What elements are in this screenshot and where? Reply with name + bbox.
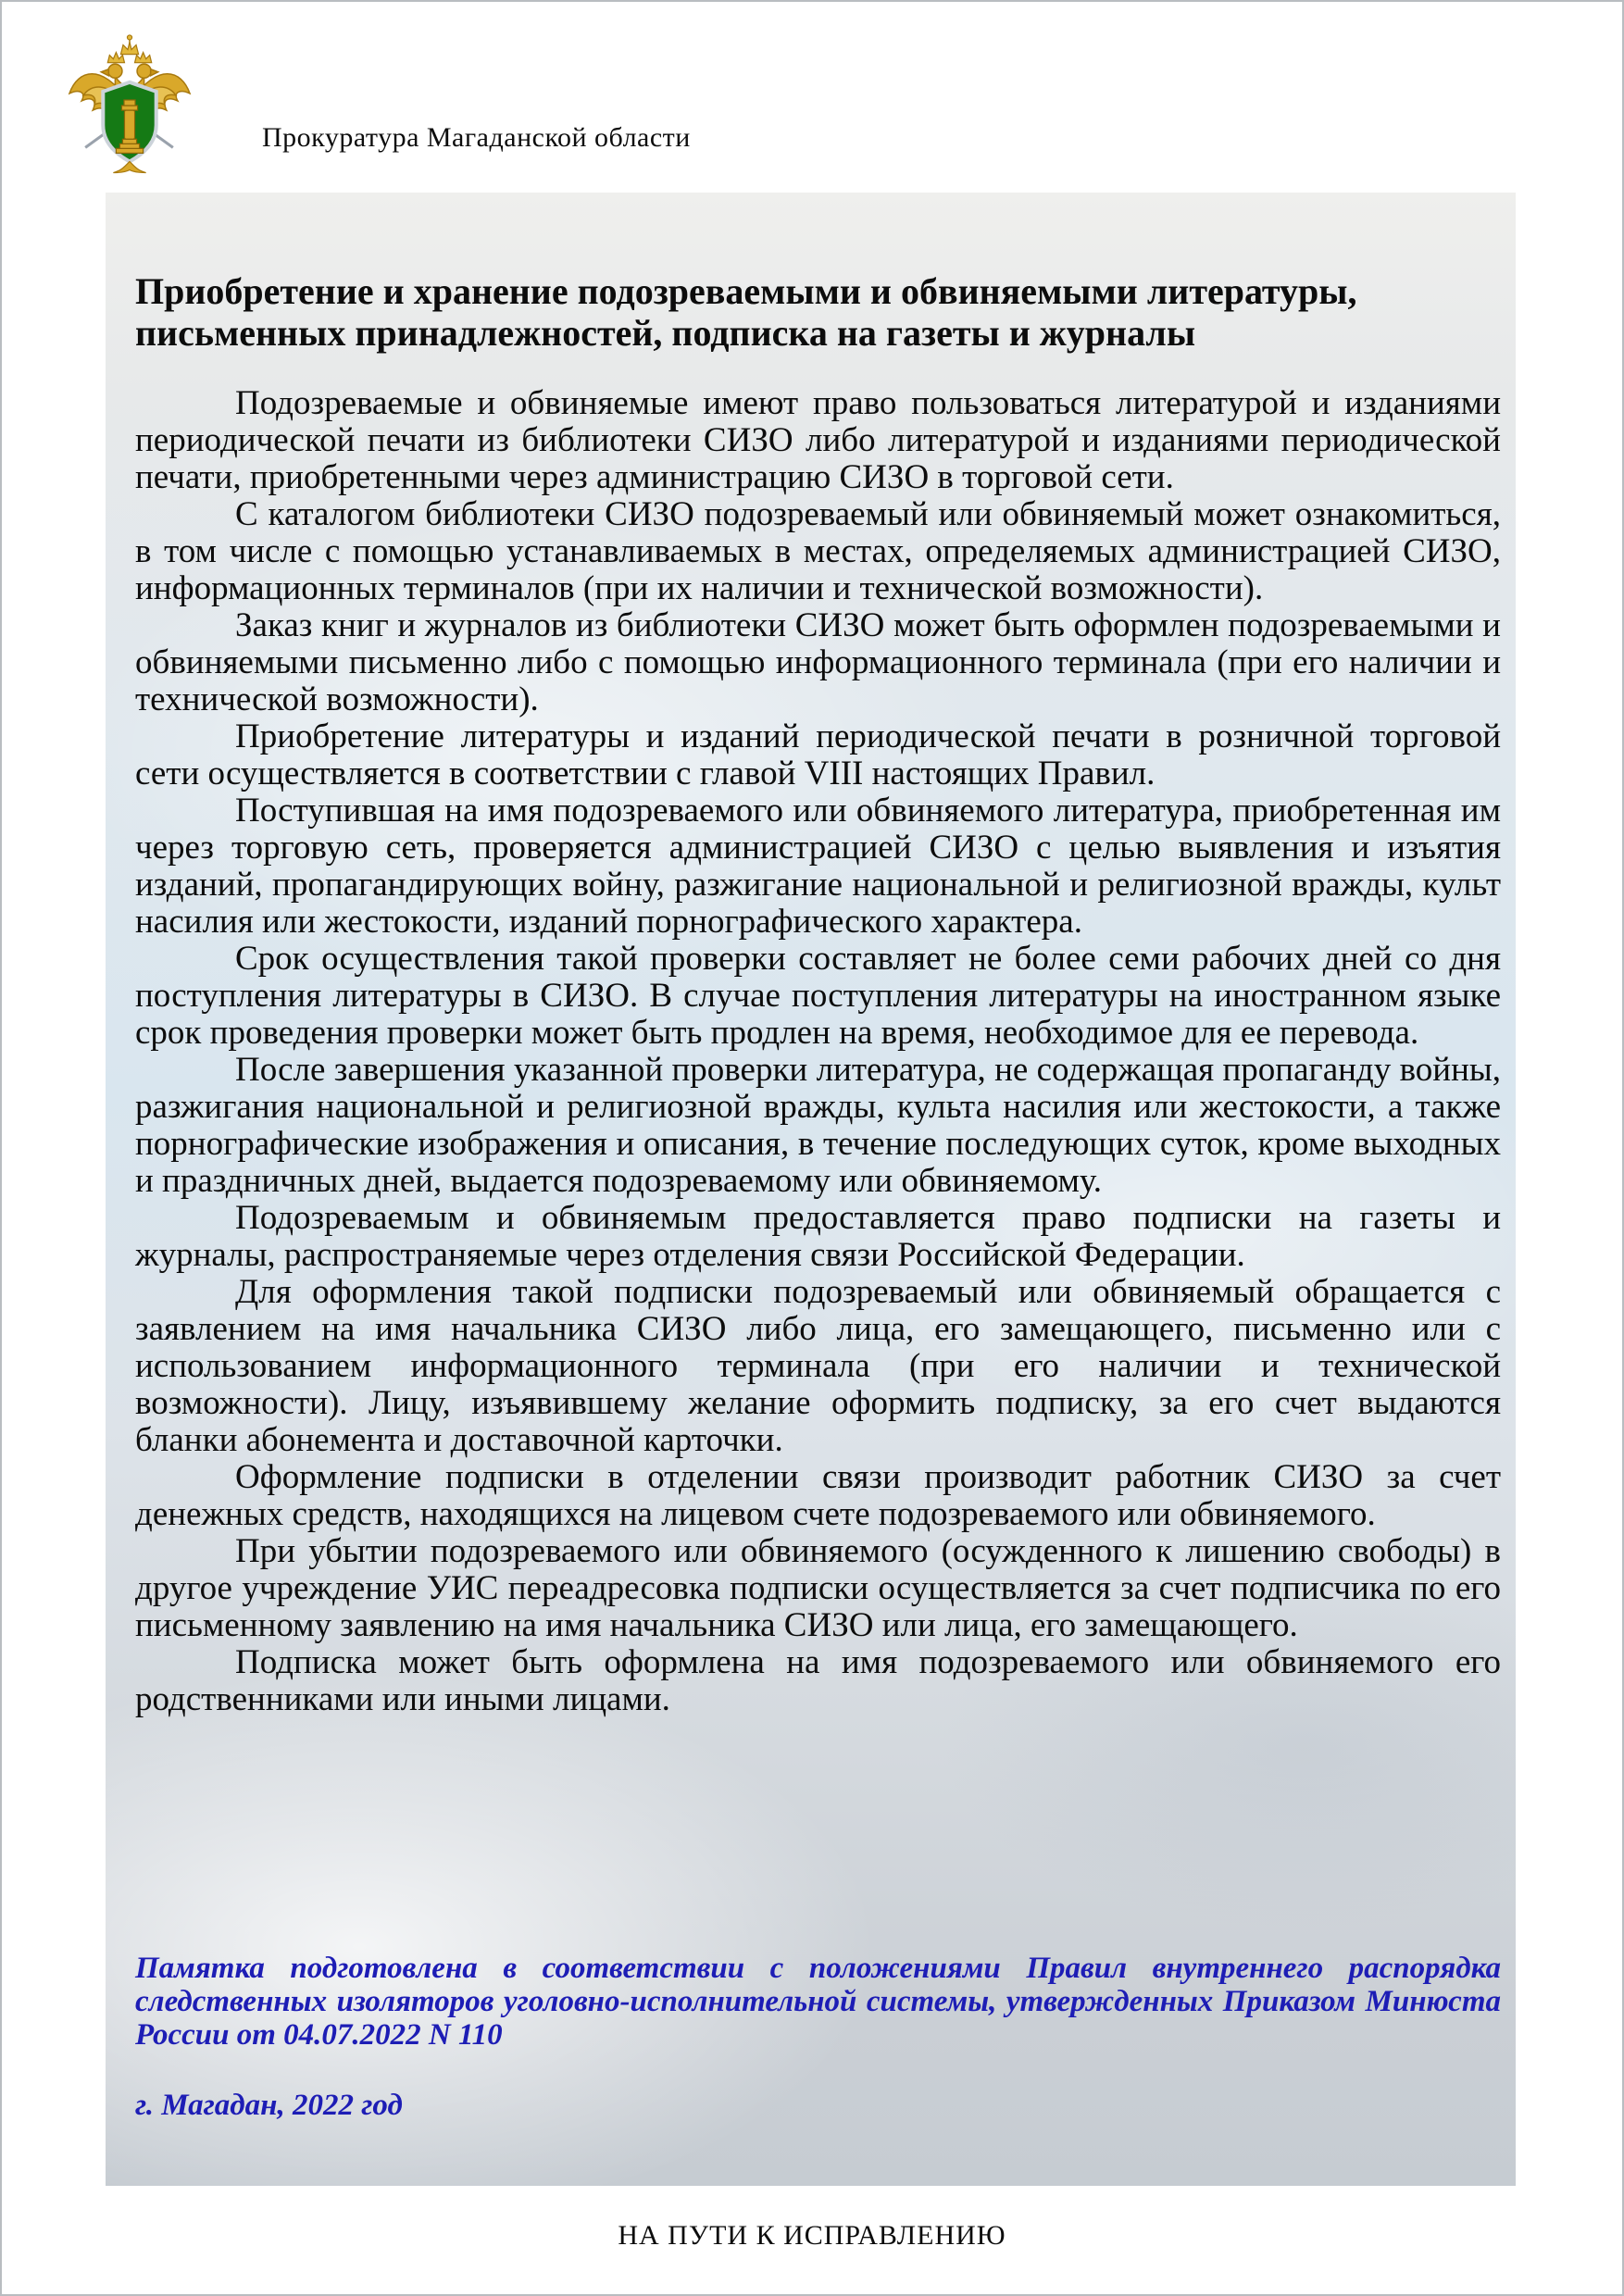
source-note: Памятка подготовлена в соответствии с положениями Правил внутреннего распорядка следственных изоляторов уголовно-исполнительной системы, утвержденных Приказом Минюста России от 04.07.2022 N 110: [135, 1952, 1501, 2052]
body-paragraph: Поступившая на имя подозреваемого или обвиняемого литература, приобретенная им через торговую сеть, проверяется администрацией СИЗО с целью выявления и изъятия изданий, пропагандирующих войну, разжигание национальной и религиозной вражды, культ насилия или жестокости, изданий порнографического характера.: [135, 792, 1501, 941]
body-paragraph: Подозреваемые и обвиняемые имеют право пользоваться литературой и изданиями периодической печати из библиотеки СИЗО либо литературой и изданиями периодической печати, приобретенными через администрацию СИЗО в торговой сети.: [135, 384, 1501, 496]
organization-name: Прокуратура Магаданской области: [262, 122, 691, 153]
body-paragraph: Для оформления такой подписки подозреваемый или обвиняемый обращается с заявлением на имя начальника СИЗО либо лица, его замещающего, письменно или с использованием информационного терминала (при его наличии и технической возможности). Лицу, изъявившему желание оформить подписку, за его счет выдаются бланки абонемента и доставочной карточки.: [135, 1273, 1501, 1459]
body-paragraph: Оформление подписки в отделении связи производит работник СИЗО за счет денежных средств, находящихся на лицевом счете подозреваемого или обвиняемого.: [135, 1458, 1501, 1533]
document-title: Приобретение и хранение подозреваемыми и обвиняемыми литературы, письменных принадлежностей, подписка на газеты и журналы: [135, 270, 1357, 354]
body-paragraph: Подписка может быть оформлена на имя подозреваемого или обвиняемого его родственниками или иными лицами.: [135, 1643, 1501, 1718]
body-paragraph: Заказ книг и журналов из библиотеки СИЗО может быть оформлен подозреваемыми и обвиняемыми письменно либо с помощью информационного терминала (при его наличии и технической возможности).: [135, 606, 1501, 718]
body-paragraph: При убытии подозреваемого или обвиняемого (осужденного к лишению свободы) в другое учреждение УИС переадресовка подписки осуществляется за счет подписчика по его письменному заявлению на имя начальника СИЗО или лица, его замещающего.: [135, 1532, 1501, 1644]
prosecutor-emblem: [67, 33, 193, 174]
body-paragraph: Срок осуществления такой проверки составляет не более семи рабочих дней со дня поступления литературы в СИЗО. В случае поступления литературы на иностранном языке срок проведения проверки может быть продлен на время, необходимое для ее перевода.: [135, 940, 1501, 1052]
body-paragraph: После завершения указанной проверки литература, не содержащая пропаганду войны, разжигания национальной и религиозной вражды, культа насилия или жестокости, а также порнографические изображения и описания, в течение последующих суток, кроме выходных и праздничных дней, выдается подозреваемому или обвиняемому.: [135, 1051, 1501, 1200]
body-paragraph: Подозреваемым и обвиняемым предоставляется право подписки на газеты и журналы, распространяемые через отделения связи Российской Федерации.: [135, 1199, 1501, 1274]
document-body-panel: [106, 193, 1516, 2186]
footer-slogan: НА ПУТИ К ИСПРАВЛЕНИЮ: [618, 2220, 1006, 2251]
document-paragraphs: [135, 385, 1501, 1718]
prosecutor-eagle-icon: [67, 33, 193, 174]
city-year-line: г. Магадан, 2022 год: [135, 2089, 403, 2122]
body-paragraph: С каталогом библиотеки СИЗО подозреваемый или обвиняемый может ознакомиться, в том числе с помощью устанавливаемых в местах, определяемых администрацией СИЗО, информационных терминалов (при их наличии и технической возможности).: [135, 495, 1501, 607]
body-paragraph: Приобретение литературы и изданий периодической печати в розничной торговой сети осуществляется в соответствии с главой VIII настоящих Правил.: [135, 718, 1501, 792]
